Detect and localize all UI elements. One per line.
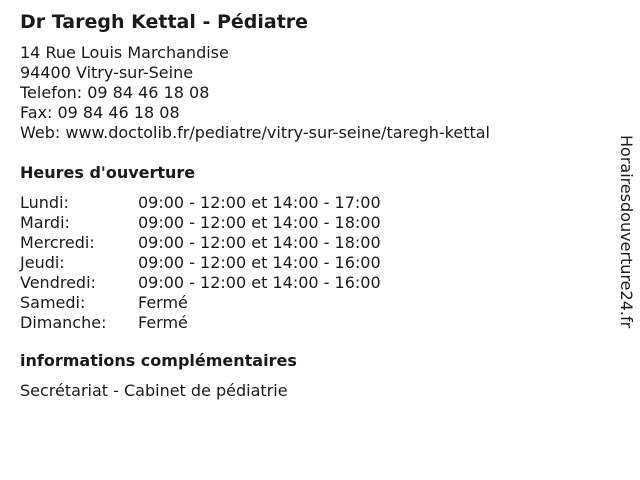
hours-table xyxy=(20,193,600,333)
day-hours: Fermé xyxy=(138,293,188,312)
hours-row-lundi xyxy=(20,193,600,213)
day-hours: 09:00 - 12:00 et 14:00 - 18:00 xyxy=(138,233,381,252)
extra-info-heading: informations complémentaires xyxy=(20,351,297,370)
day-hours: 09:00 - 12:00 et 14:00 - 16:00 xyxy=(138,273,381,292)
website-link[interactable]: Web: www.doctolib.fr/pediatre/vitry-sur-seine/taregh-kettal xyxy=(20,123,490,142)
site-watermark: Horairesdouverture24.fr xyxy=(617,135,636,329)
day-label: Vendredi: xyxy=(20,273,96,292)
day-label: Samedi: xyxy=(20,293,86,312)
hours-heading: Heures d'ouverture xyxy=(20,163,196,182)
day-label: Lundi: xyxy=(20,193,69,212)
day-hours: 09:00 - 12:00 et 14:00 - 17:00 xyxy=(138,193,381,212)
address-city: 94400 Vitry-sur-Seine xyxy=(20,63,194,82)
hours-row-dimanche xyxy=(20,313,600,333)
day-label: Jeudi: xyxy=(20,253,65,272)
day-hours: 09:00 - 12:00 et 14:00 - 18:00 xyxy=(138,213,381,232)
hours-row-mercredi xyxy=(20,233,600,253)
page-title: Dr Taregh Kettal - Pédiatre xyxy=(20,11,309,33)
fax-number: Fax: 09 84 46 18 08 xyxy=(20,103,180,122)
listing-card xyxy=(20,10,600,401)
phone-number: Telefon: 09 84 46 18 08 xyxy=(20,83,210,102)
hours-row-jeudi xyxy=(20,253,600,273)
extra-info-text: Secrétariat - Cabinet de pédiatrie xyxy=(20,381,288,400)
day-label: Dimanche: xyxy=(20,313,107,332)
hours-row-vendredi xyxy=(20,273,600,293)
hours-row-samedi xyxy=(20,293,600,313)
hours-row-mardi xyxy=(20,213,600,233)
contact-block xyxy=(20,43,600,143)
day-hours: Fermé xyxy=(138,313,188,332)
day-label: Mercredi: xyxy=(20,233,95,252)
day-label: Mardi: xyxy=(20,213,70,232)
day-hours: 09:00 - 12:00 et 14:00 - 16:00 xyxy=(138,253,381,272)
address-street: 14 Rue Louis Marchandise xyxy=(20,43,229,62)
